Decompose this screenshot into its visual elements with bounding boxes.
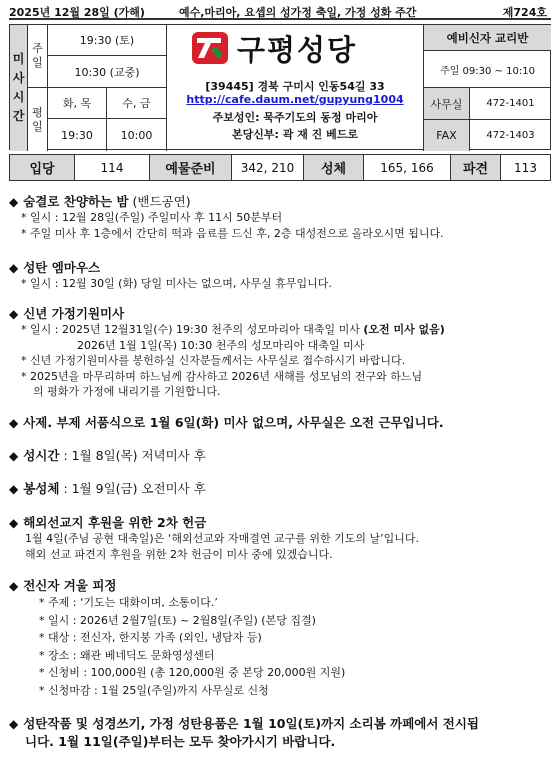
notice-text: 성탄작품 및 성경쓰기, 가정 성탄용품은 1월 10일(토)까지 소리봄 까페에서 전시됩: [23, 716, 479, 731]
notice-title: 전신자 겨울 피정: [23, 578, 117, 593]
notice-christmas-exhibit: [9, 714, 554, 750]
notice-title: 숨결로 찬양하는 밤: [23, 194, 129, 209]
diamond-bullet-icon: ◆: [9, 449, 19, 463]
stat-label-entrance: 입당: [10, 155, 75, 180]
stat-label-offertory: 예물준비: [150, 155, 232, 180]
list-item: * 2025년을 마무리하며 하느님께 감사하고 2026년 새해를 성모님의 전구와 하느님: [21, 369, 423, 383]
mass-schedule-label: 미 사 시 간: [10, 25, 28, 151]
notice-ordination: [9, 413, 554, 431]
notice-holy-hour: ◆ 성시간 : 1월 8일(목) 저녁미사 후: [9, 448, 206, 463]
list-item: * 일시 : 12월 30일 (화) 당일 미사는 없으며, 사무실 휴무입니다.: [21, 277, 332, 290]
weekday-days-1: 화, 목: [48, 88, 107, 119]
diamond-bullet-icon: ◆: [9, 261, 19, 275]
list-item: * 신년 가정기원미사를 봉헌하실 신자분들께서는 사무실로 접수하시기 바랍니다.: [21, 354, 406, 367]
header-line: [9, 3, 551, 20]
office-phone: 472-1401: [470, 88, 551, 120]
notice-text: 해외 선교 파견지 후원을 위한 2차 헌금이 미사 중에 있겠습니다.: [25, 547, 333, 561]
diamond-bullet-icon: ◆: [9, 195, 19, 209]
weekday-label: 평 일: [28, 88, 48, 151]
notice-mission-collection: [9, 513, 554, 562]
stat-label-dismissal: 파견: [451, 155, 501, 180]
sunday-time-2: 10:30 (교중): [48, 56, 167, 88]
list-item: * 신청마감 : 1월 25일(주일)까지 사무실로 신청: [39, 683, 269, 697]
notice-title: 신년 가정기원미사: [23, 306, 125, 321]
list-item: * 일시 : 12월 28일(주일) 주일미사 후 11시 50분부터: [21, 211, 283, 224]
fax-label: FAX: [424, 120, 470, 151]
list-item: * 일시 : 2025년 12월31일(수) 19:30 천주의 성모마리아 대축일 미사 (오전 미사 없음): [21, 323, 445, 336]
patron-saint: 주보성인: 묵주기도의 동정 마리아: [212, 111, 378, 124]
list-item: * 대상 : 전신자, 한지붕 가족 (외인, 냉담자 등): [39, 631, 262, 644]
stat-label-communion: 성체: [304, 155, 364, 180]
stat-value-dismissal: 113: [514, 160, 537, 175]
diamond-bullet-icon: ◆: [9, 516, 19, 530]
notice-title: 해외선교지 후원을 위한 2차 헌금: [23, 515, 207, 530]
parish-address: [39445] 경북 구미시 인동54길 33: [205, 80, 385, 93]
notice-title: 성시간: [23, 448, 60, 463]
list-item: 의 평화가 가정에 내리기를 기원합니다.: [33, 385, 221, 398]
bulletin-date: 2025년 12월 28일 (가해): [9, 6, 145, 19]
weekday-days-2: 수, 금: [107, 88, 167, 119]
notice-emmaus: [9, 258, 554, 292]
diamond-bullet-icon: ◆: [9, 416, 19, 430]
diamond-bullet-icon: ◆: [9, 717, 19, 731]
fax-phone: 472-1403: [486, 130, 535, 141]
parish-info: [167, 25, 423, 151]
diamond-bullet-icon: ◆: [9, 482, 19, 496]
notice-title: 사제. 부제 서품식으로 1월 6일(화) 미사 없으며, 사무실은 오전 근무입니다.: [23, 415, 444, 430]
notice-text: 니다. 1월 11일(주일)부터는 모두 찾아가시기 바랍니다.: [25, 734, 336, 749]
parish-logo-icon: [191, 31, 229, 65]
list-item: * 장소 : 왜관 베네딕도 문화영성센터: [39, 648, 215, 662]
list-item: * 신청비 : 100,000원 (총 120,000원 중 본당 20,000원 지원): [39, 666, 346, 679]
bulletin-theme: 예수,마리아, 요셉의 성가정 축일, 가정 성화 주간: [179, 6, 417, 19]
list-item: * 주제 : ‘기도는 대화이며, 소통이다.’: [39, 596, 218, 609]
hymn-number-row: [9, 154, 551, 181]
list-item: * 일시 : 2026년 2월7일(토) ~ 2월8일(주일) (본당 집결): [39, 613, 316, 627]
notice-winter-retreat: [9, 576, 554, 699]
diamond-bullet-icon: ◆: [9, 307, 19, 321]
list-item: * 주일 미사 후 1층에서 간단히 떡과 음료를 드신 후, 2층 대성전으로 올라오시면 됩니다.: [21, 226, 444, 240]
list-item: 2026년 1월 1일(목) 10:30 천주의 성모마리아 대축일 미사: [77, 338, 365, 352]
notice-communion-sick: ◆ 봉성체 : 1월 9일(금) 오전미사 후: [9, 481, 206, 496]
stat-value-offertory: 342, 210: [232, 155, 304, 180]
parish-cafe-link[interactable]: http://cafe.daum.net/gupyung1004: [186, 93, 404, 106]
catechumen-time: 주일 09:30 ~ 10:10: [424, 51, 551, 88]
contact-panel: [423, 25, 550, 151]
pastor-name: 본당신부: 곽 재 진 베드로: [232, 128, 358, 141]
catechumen-title: 예비신자 교리반: [424, 25, 551, 51]
notice-title: 성탄 엠마우스: [23, 260, 101, 275]
sunday-label: 주 일: [28, 25, 48, 88]
stat-value-communion: 165, 166: [364, 155, 451, 180]
weekday-time-1: 19:30: [48, 119, 107, 151]
sunday-time-1: 19:30 (토): [48, 25, 167, 56]
header-box: [9, 24, 551, 150]
office-label: 사무실: [424, 88, 470, 120]
weekday-time-2: 10:00: [107, 119, 167, 151]
issue-number: 제724호: [502, 6, 547, 19]
notice-text: 1월 4일(주님 공현 대축일)은 ‘해외선교와 자매결연 교구를 위한 기도의 날’입니다.: [25, 532, 419, 545]
stat-value-entrance: 114: [75, 155, 150, 180]
notice-praise-night: ◆ 숨결로 찬양하는 밤 (밴드공연) * 일시 : 12월 28일(주일) 주일미사 후 11시 50분부터 * 주일 미사 후 1층에서 간단히 떡과 음료를 드신 후, 2층 대성전으로 올라오시면 됩니다.: [9, 192, 554, 241]
notice-title: 봉성체: [23, 481, 60, 496]
diamond-bullet-icon: ◆: [9, 579, 19, 593]
notice-new-year-mass: [9, 304, 554, 400]
parish-name: 구평성당: [237, 33, 358, 67]
